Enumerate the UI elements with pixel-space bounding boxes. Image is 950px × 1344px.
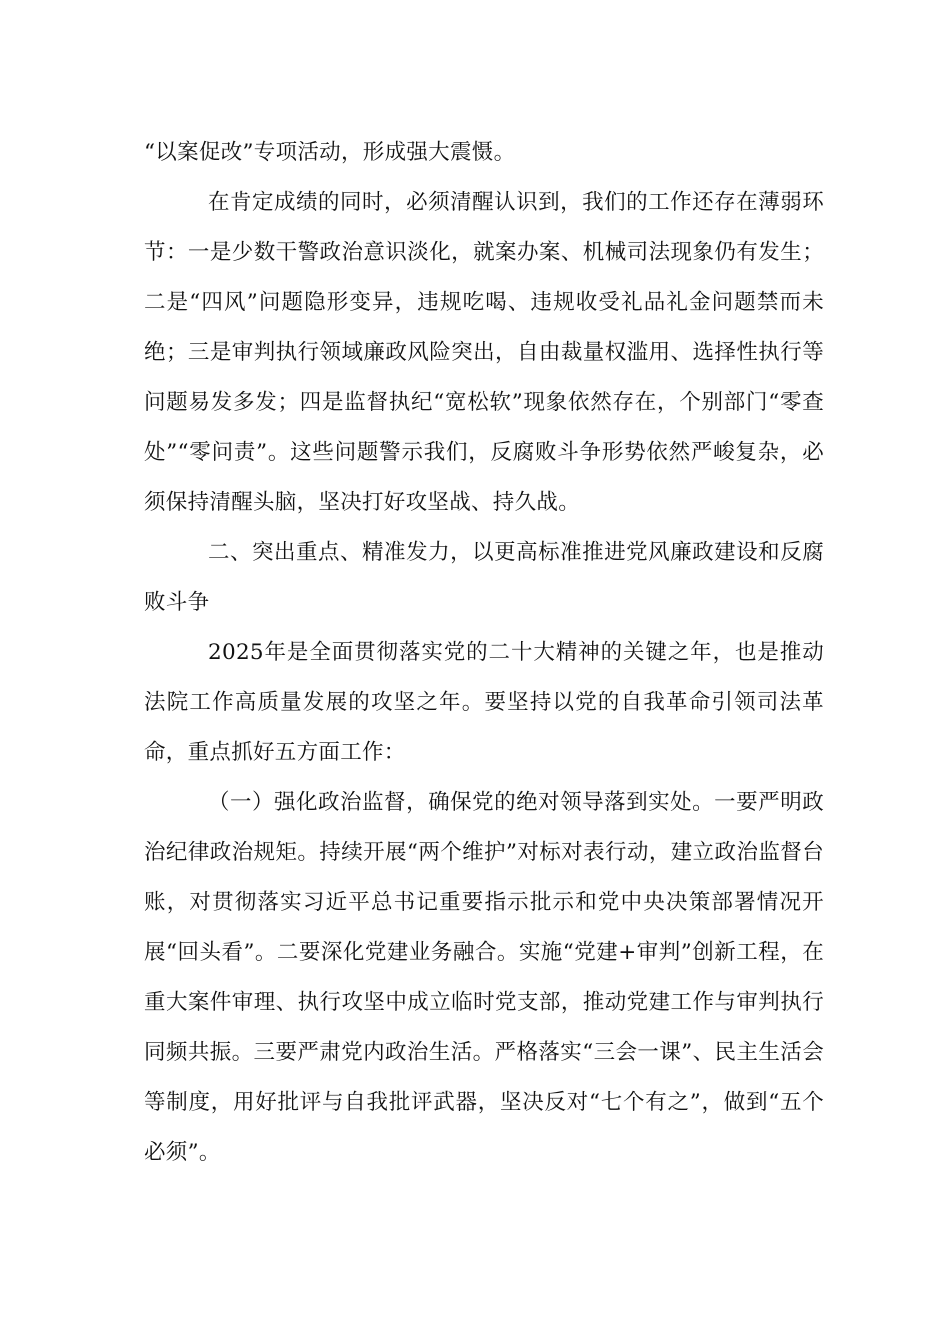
document-body <box>144 128 824 1178</box>
paragraph-2025-overview: 2025年是全面贯彻落实党的二十大精神的关键之年，也是推动法院工作高质量发展的攻坚之年。要坚持以党的自我革命引领司法革命，重点抓好五方面工作： <box>144 640 824 765</box>
paragraph-political-supervision: （一）强化政治监督，确保党的绝对领导落到实处。一要严明政治纪律政治规矩。持续开展“两个维护”对标对表行动，建立政治监督台账，对贯彻落实习近平总书记重要指示批示和党中央决策部署情况开展“回头看”。二要深化党建业务融合。实施“党建+审判”创新工程，在重大案件审理、执行攻坚中成立临时党支部，推动党建工作与审判执行同频共振。三要严肃党内政治生活。严格落实“三会一课”、民主生活会等制度，用好批评与自我批评武器，坚决反对“七个有之”，做到“五个必须”。 <box>144 790 824 1165</box>
section-heading-two: 二、突出重点、精准发力，以更高标准推进党风廉政建设和反腐败斗争 <box>144 540 824 615</box>
paragraph-continuation: “以案促改”专项活动，形成强大震慑。 <box>144 140 516 165</box>
paragraph-weaknesses: 在肯定成绩的同时，必须清醒认识到，我们的工作还存在薄弱环节：一是少数干警政治意识淡化，就案办案、机械司法现象仍有发生；二是“四风”问题隐形变异，违规吃喝、违规收受礼品礼金问题禁而未绝；三是审判执行领域廉政风险突出，自由裁量权滥用、选择性执行等问题易发多发；四是监督执纪“宽松软”现象依然存在，个别部门“零查处”“零问责”。这些问题警示我们，反腐败斗争形势依然严峻复杂，必须保持清醒头脑，坚决打好攻坚战、持久战。 <box>144 190 824 515</box>
